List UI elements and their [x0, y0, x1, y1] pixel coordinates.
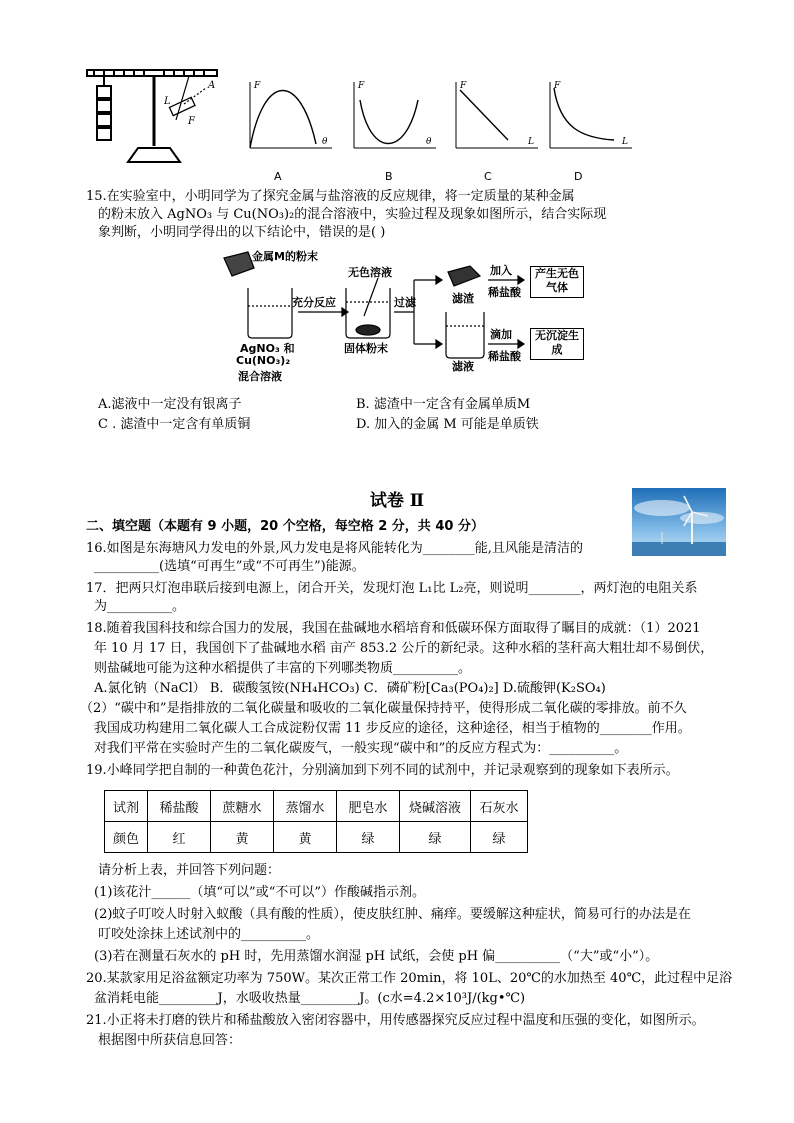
q15-line-1: 15.在实验室中，小明同学为了探究金属与盐溶液的反应规律，将一定质量的某种金属 — [86, 189, 575, 204]
result-box-no-precipitate: 无沉淀生成 — [530, 328, 584, 360]
graph-d-axis-f: F — [554, 81, 561, 91]
table-cell: 绿 — [400, 822, 471, 853]
label-mix-2: Cu(NO₃)₂ — [236, 354, 291, 367]
q21-line-2: 根据图中所获信息回答： — [98, 1033, 242, 1048]
q18-line-6: 对我们平常在实验时产生的二氧化碳废气，一般实现“碳中和”的反应方程式为：__________。 — [94, 741, 628, 756]
table-cell: 蒸馏水 — [274, 791, 337, 822]
table-cell: 试剂 — [105, 791, 148, 822]
label-mix-1: AgNO₃ 和 — [240, 342, 295, 355]
q17-line-2: 为__________。 — [94, 599, 186, 614]
graph-c-axis-l: L — [528, 137, 534, 147]
q19-part-2a: (2)蚊子叮咬人时射入蚁酸（具有酸的性质），使皮肤红肿、痛痒。要缓解这种症状，简易可行的办法是在 — [94, 907, 691, 922]
q18-line-5: 我国成功构建用二氧化碳人工合成淀粉仅需 11 步反应的途径，这种途径，相当于植物的________作用。 — [94, 721, 691, 736]
graph-c-axis-f: F — [460, 81, 467, 91]
table-cell: 黄 — [274, 822, 337, 853]
label-add: 加入 — [490, 264, 512, 277]
graph-d — [542, 78, 634, 152]
graph-label-b: B — [385, 170, 393, 183]
q15-option-d: D. 加入的金属 M 可能是单质铁 — [356, 417, 539, 432]
q19-part-3: (3)若在测量石灰水的 pH 时，先用蒸馏水润湿 pH 试纸，会使 pH 偏__________（“大”或“小”）。 — [94, 949, 659, 964]
table-cell: 烧碱溶液 — [400, 791, 471, 822]
label-drip: 滴加 — [490, 328, 512, 341]
q15-option-a: A.滤液中一定没有银离子 — [98, 397, 242, 412]
q16-line-2: __________(选填“可再生”或“不可再生”)能源。 — [94, 559, 365, 574]
section-title: 试卷 Ⅱ — [369, 491, 425, 511]
q19-part-1: (1)该花汁______（填“可以”或“不可以”）作酸碱指示剂。 — [94, 885, 425, 900]
graph-label-d: D — [574, 170, 583, 183]
graph-a-axis-f: F — [254, 81, 261, 91]
label-filtrate: 滤液 — [452, 360, 474, 373]
label-metal-powder: 金属M的粉末 — [252, 250, 318, 263]
graph-b — [346, 78, 438, 152]
q21-line-1: 21.小正将未打磨的铁片和稀盐酸放入密闭容器中，用传感器探究反应过程中温度和压强的变化，如图所示。 — [86, 1013, 705, 1028]
graph-d-axis-l: L — [622, 137, 628, 147]
graph-c — [448, 78, 540, 152]
table-cell: 稀盐酸 — [148, 791, 211, 822]
q15-line-3: 象判断，小明同学得出的以下结论中，错误的是( ) — [98, 225, 386, 240]
graph-b-axis-theta: θ — [426, 137, 432, 147]
wind-turbine-photo — [632, 488, 726, 556]
q16-line-1: 16.如图是东海塘风力发电的外景,风力发电是将风能转化为________能,且风能是清洁的 — [86, 541, 583, 556]
graph-b-axis-f: F — [358, 81, 365, 91]
section-header: 二、填空题（本题有 9 小题，20 个空格，每空格 2 分，共 40 分） — [86, 519, 484, 534]
q15-option-b: B. 滤渣中一定含有金属单质M — [356, 397, 531, 412]
q18-options: A.氯化钠（NaCl） B．碳酸氢铵(NH₄HCO₃) C．磷矿粉[Ca₃(PO₄)₂] D.硫酸钾(K₂SO₄) — [94, 681, 606, 696]
label-colorless-solution: 无色溶液 — [348, 266, 392, 279]
q19-intro: 请分析上表，并回答下列问题： — [98, 863, 281, 878]
q18-line-2: 年 10 月 17 日，我国创下了盐碱地水稻 亩产 853.2 公斤的新纪录。这种水稻的茎秆高大粗壮却不易倒伏， — [94, 641, 714, 656]
result-box-gas: 产生无色气体 — [530, 266, 584, 298]
q20-line-1: 20.某款家用足浴盆额定功率为 750W。某次正常工作 20min，将 10L、20℃的水加热至 40℃，此过程中足浴 — [86, 971, 733, 986]
label-mix-3: 混合溶液 — [238, 370, 282, 383]
table-cell: 红 — [148, 822, 211, 853]
q15-line-2: 的粉末放入 AgNO₃ 与 Cu(NO₃)₂的混合溶液中，实验过程及现象如图所示，结合实际现 — [98, 207, 607, 222]
table-cell: 绿 — [471, 822, 528, 853]
q19-line-1: 19.小峰同学把自制的一种黄色花汁，分别滴加到下列不同的试剂中，并记录观察到的现象如下表所示。 — [86, 763, 679, 778]
lever-apparatus-figure — [84, 58, 234, 168]
q17-line-1: 17．把两只灯泡串联后接到电源上，闭合开关，发现灯泡 L₁比 L₂亮，则说明________，两灯泡的电阻关系 — [86, 581, 698, 596]
label-dilute-hcl-1: 稀盐酸 — [488, 286, 521, 299]
q20-line-2: 盆消耗电能_________J，水吸收热量_________J。(c水=4.2×10³J/(kg•℃) — [94, 991, 526, 1006]
graph-a-axis-theta: θ — [322, 137, 328, 147]
table-cell: 蔗糖水 — [211, 791, 274, 822]
q18-line-4: （2）“碳中和”是指排放的二氧化碳量和吸收的二氧化碳量保持持平，使得形成二氧化碳的零排放。前不久 — [80, 701, 687, 716]
q15-option-c: C . 滤渣中一定含有单质铜 — [98, 417, 251, 432]
graph-label-c: C — [484, 170, 492, 183]
lever-label-a: A — [208, 80, 216, 91]
graph-a — [242, 78, 334, 152]
table-cell: 颜色 — [105, 822, 148, 853]
q19-part-2b: 叮咬处涂抹上述试剂中的__________。 — [98, 927, 320, 942]
label-solid-powder: 固体粉末 — [344, 342, 388, 355]
table-row — [105, 822, 528, 853]
lever-label-f: F — [188, 116, 195, 127]
label-dilute-hcl-2: 稀盐酸 — [488, 350, 521, 363]
table-cell: 肥皂水 — [337, 791, 400, 822]
label-filter: 过滤 — [394, 296, 416, 309]
table-cell: 石灰水 — [471, 791, 528, 822]
indicator-color-table — [104, 790, 528, 853]
q18-line-3: 则盐碱地可能为这种水稻提供了丰富的下列哪类物质__________。 — [94, 661, 472, 676]
label-residue: 滤渣 — [452, 292, 474, 305]
table-cell: 黄 — [211, 822, 274, 853]
lever-label-l: L — [164, 96, 171, 107]
table-row — [105, 791, 528, 822]
q18-line-1: 18.随着我国科技和综合国力的发展，我国在盐碱地水稻培育和低碳环保方面取得了瞩目的成就：（1）2021 — [86, 621, 701, 636]
table-cell: 绿 — [337, 822, 400, 853]
label-full-reaction: 充分反应 — [292, 296, 336, 309]
graph-label-a: A — [274, 170, 282, 183]
